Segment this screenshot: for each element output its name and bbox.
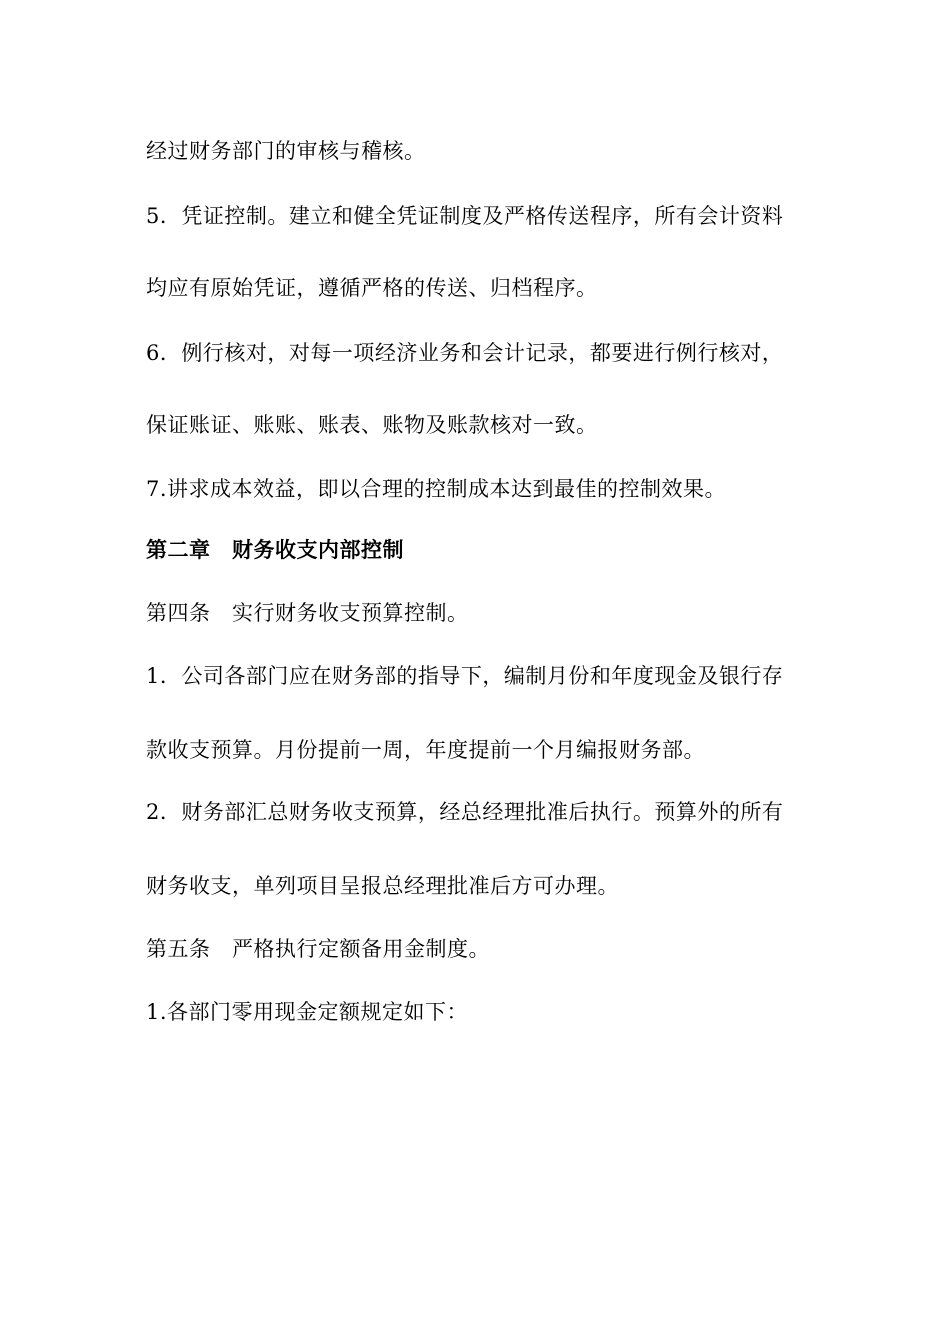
text-line: 款收支预算。月份提前一周，年度提前一个月编报财务部。 [146, 738, 705, 762]
article-heading: 第四条 实行财务收支预算控制。 [146, 601, 469, 625]
text-line: 5．凭证控制。建立和健全凭证制度及严格传送程序，所有会计资料 [146, 204, 784, 228]
text-line: 均应有原始凭证，遵循严格的传送、归档程序。 [146, 276, 598, 300]
chapter-heading: 第二章 财务收支内部控制 [146, 537, 404, 562]
text-line: 财务收支，单列项目呈报总经理批准后方可办理。 [146, 874, 619, 898]
text-line: 1.各部门零用现金定额规定如下： [146, 1000, 469, 1024]
text-line: 保证账证、账账、账表、账物及账款核对一致。 [146, 413, 598, 437]
text-line: 6．例行核对，对每一项经济业务和会计记录，都要进行例行核对， [146, 341, 784, 365]
text-line: 7.讲求成本效益，即以合理的控制成本达到最佳的控制效果。 [146, 477, 727, 501]
text-line: 1．公司各部门应在财务部的指导下，编制月份和年度现金及银行存 [146, 664, 784, 688]
text-line: 经过财务部门的审核与稽核。 [146, 139, 426, 163]
text-line: 2．财务部汇总财务收支预算，经总经理批准后执行。预算外的所有 [146, 800, 784, 824]
article-heading: 第五条 严格执行定额备用金制度。 [146, 937, 490, 961]
